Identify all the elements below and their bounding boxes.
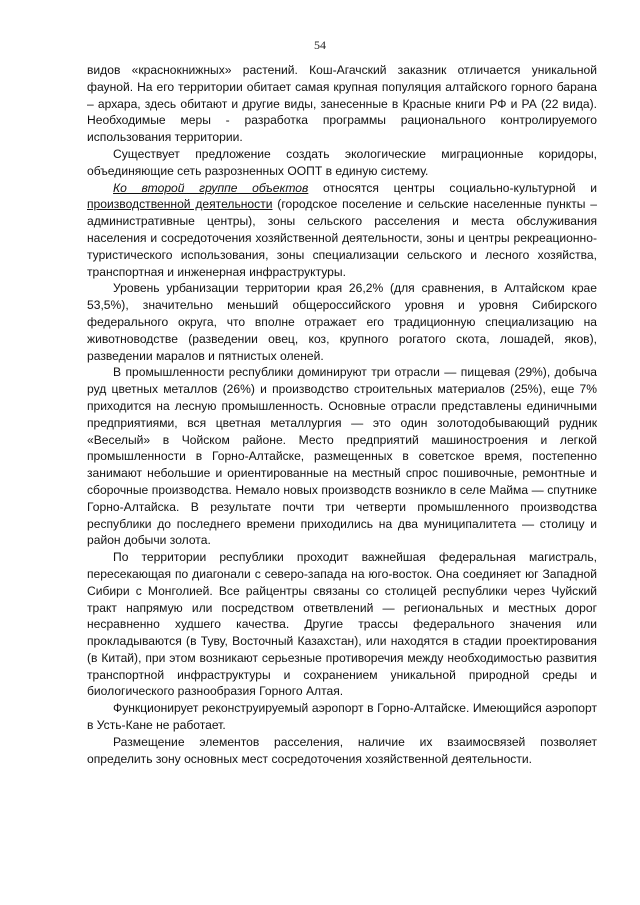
paragraph <box>87 180 597 281</box>
paragraph-text: В промышленности республики доминируют три отрасли — пищевая (29%), добыча руд цветных металлов (26%) и производство строительных материалов (25%), еще 7% приходится на лесную промышленность. Основные отрасли представлены единичными предприятиями, вся цветная металлургия — это один золотодобывающий рудник «Веселый» в Чойском районе. Место предприятий машиностроения и легкой промышленности в Горно-Алтайске, размещенных в советское время, постепенно занимают небольшие и ориентированные на местный спрос пошивочные, ремонтные и сборочные производства. Немало новых производств возникло в селе Майма — спутнике Горно-Алтайска. В результате почти три четверти промышленного производства республики до последнего времени приходились на два муниципалитета — столицу и район добычи золота. <box>87 365 597 548</box>
paragraph <box>87 146 597 180</box>
paragraph-text: Уровень урбанизации территории края 26,2% (для сравнения, в Алтайском крае 53,5%), значительно меньший общероссийского уровня и уровня Сибирского федерального округа, что вполне отражает его традиционную специализацию на животноводстве (разведении овец, коз, крупного рогатого скота, лошадей, яков), разведении маралов и пятнистых оленей. <box>87 281 597 363</box>
paragraph-text: По территории республики проходит важнейшая федеральная магистраль, пересекающая по диагонали с северо-запада на юго-восток. Она соединяет юг Западной Сибири с Монголией. Все райцентры связаны со столицей республики через Чуйский тракт напрямую или посредством ответвлений — региональных и местных дорог несравненно худшего качества. Другие трассы федерального значения или прокладываются (в Туву, Восточный Казахстан), или находятся в стадии проектирования (в Китай), при этом возникают серьезные противоречия между необходимостью развития транспортной инфраструктуры и сохранением уникальной природной среды и биологического разнообразия Горного Алтая. <box>87 550 597 699</box>
page-number: 54 <box>314 38 326 52</box>
paragraph <box>87 549 597 700</box>
paragraph-text: Существует предложение создать экологические миграционные коридоры, объединяющие сеть разрозненных ООПТ в единую систему. <box>87 146 597 178</box>
paragraph-text: Функционирует реконструируемый аэропорт в Горно-Алтайске. Имеющийся аэропорт в Усть-Кане не работает. <box>87 701 597 733</box>
paragraph <box>87 364 597 549</box>
paragraph <box>87 734 597 768</box>
paragraph <box>87 280 597 364</box>
paragraph-text: видов «краснокнижных» растений. Кош-Агачский заказник отличается уникальной фауной. На его территории обитает самая крупная популяция алтайского горного барана – архара, здесь обитают и другие виды, занесенные в Красные книги РФ и РА (22 вида). Необходимые меры - разработка программы рационального контролируемого использования территории. <box>87 63 597 145</box>
underlined-text: производственной деятельности <box>87 197 273 212</box>
paragraph-text: относятся центры социально-культурной и <box>308 180 597 195</box>
paragraph-text: (городское поселение и сельские населенные пункты – административные центры), зоны сельского расселения и места обслуживания населения и сосредоточения хозяйственной деятельности, зоны и центры рекреационно-туристического использования, зоны специализации сельского и лесного хозяйства, транспортная и инженерная инфраструктуры. <box>87 197 597 279</box>
paragraph <box>87 62 597 146</box>
body-text <box>87 62 597 767</box>
group-heading-text: Ко второй группе объектов <box>113 180 309 195</box>
paragraph-text: Размещение элементов расселения, наличие их взаимосвязей позволяет определить зону основных мест сосредоточения хозяйственной деятельности. <box>87 734 597 766</box>
paragraph <box>87 700 597 734</box>
